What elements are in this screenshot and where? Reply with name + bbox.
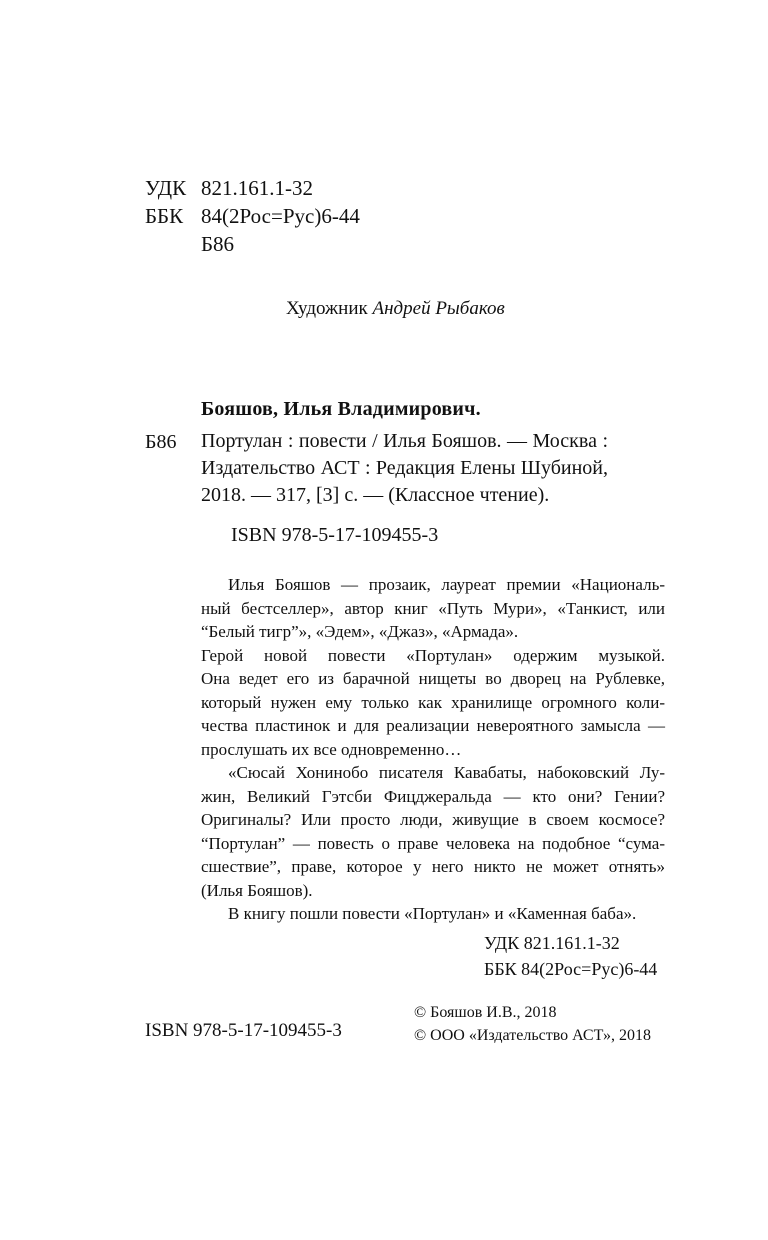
annotation-line: “Портулан” — повесть о праве человека на подобное “сума- — [201, 833, 665, 853]
annotation-line: Герой новой повести «Портулан» одержим музыкой. — [201, 645, 665, 665]
annotation-line: жин, Великий Гэтсби Фицджеральда — кто они? Гении? — [201, 786, 665, 806]
artist-name: Андрей Рыбаков — [372, 298, 505, 319]
copyright-author: © Бояшов И.В., 2018 — [414, 1004, 557, 1021]
author-mark-top: Б86 — [201, 232, 235, 256]
bib-line: Издательство АСТ : Редакция Елены Шубиной, — [201, 457, 608, 479]
bib-line: Портулан : повести / Илья Бояшов. — Москва : — [201, 430, 608, 452]
footer-udk: УДК 821.161.1-32 — [484, 933, 620, 953]
author-heading: Бояшов, Илья Владимирович. — [201, 398, 481, 420]
annotation-paragraph — [201, 761, 665, 902]
artist-credit — [286, 298, 505, 320]
udk-key: УДК — [145, 176, 187, 200]
annotation — [201, 573, 665, 926]
annotation-line: «Сюсай Хонинобо писателя Кавабаты, набоковский Лу- — [228, 763, 665, 782]
annotation-line: сшествие”, праве, которое у него никто не может отнять» — [201, 857, 665, 876]
bbk-key: ББК — [145, 204, 184, 228]
bib-line: 2018. — 317, [3] с. — (Классное чтение). — [201, 484, 550, 506]
annotation-line: “Белый тигр”», «Эдем», «Джаз», «Армада». — [201, 622, 519, 641]
copyright-publisher: © ООО «Издательство АСТ», 2018 — [414, 1027, 651, 1044]
udk-value: 821.161.1-32 — [201, 176, 313, 200]
annotation-line: который нужен ему только как хранилище огромного коли- — [201, 692, 665, 712]
copyright-block — [414, 1001, 651, 1047]
annotation-line: В книгу пошли повести «Портулан» и «Каменная баба». — [228, 904, 637, 923]
bbk-line — [145, 204, 360, 228]
bbk-value: 84(2Рос=Рус)6-44 — [201, 204, 360, 228]
bibliographic-description — [201, 428, 608, 509]
annotation-paragraph — [201, 902, 665, 926]
author-mark: Б86 — [145, 431, 177, 453]
footer-codes — [484, 930, 657, 982]
annotation-paragraph — [201, 573, 665, 644]
isbn-footer: ISBN 978-5-17-109455-3 — [145, 1020, 342, 1041]
annotation-line: чества пластинок и для реализации невероятного замысла — — [201, 716, 665, 735]
annotation-paragraph — [201, 644, 665, 762]
footer-bbk: ББК 84(2Рос=Рус)6-44 — [484, 959, 658, 979]
annotation-line: Илья Бояшов — прозаик, лауреат премии «Националь- — [228, 575, 665, 594]
isbn-main: ISBN 978-5-17-109455-3 — [231, 524, 439, 546]
annotation-line: Она ведет его из барачной нищеты во дворец на Рублевке, — [201, 669, 665, 688]
udk-line — [145, 176, 313, 200]
annotation-line: прослушать их все одновременно… — [201, 739, 462, 759]
annotation-line: Оригиналы? Или просто люди, живущие в своем космосе? — [201, 810, 665, 829]
annotation-line: ный бестселлер», автор книг «Путь Мури», «Танкист, или — [201, 598, 665, 618]
artist-label: Художник — [286, 298, 368, 319]
annotation-line: (Илья Бояшов). — [201, 880, 313, 900]
